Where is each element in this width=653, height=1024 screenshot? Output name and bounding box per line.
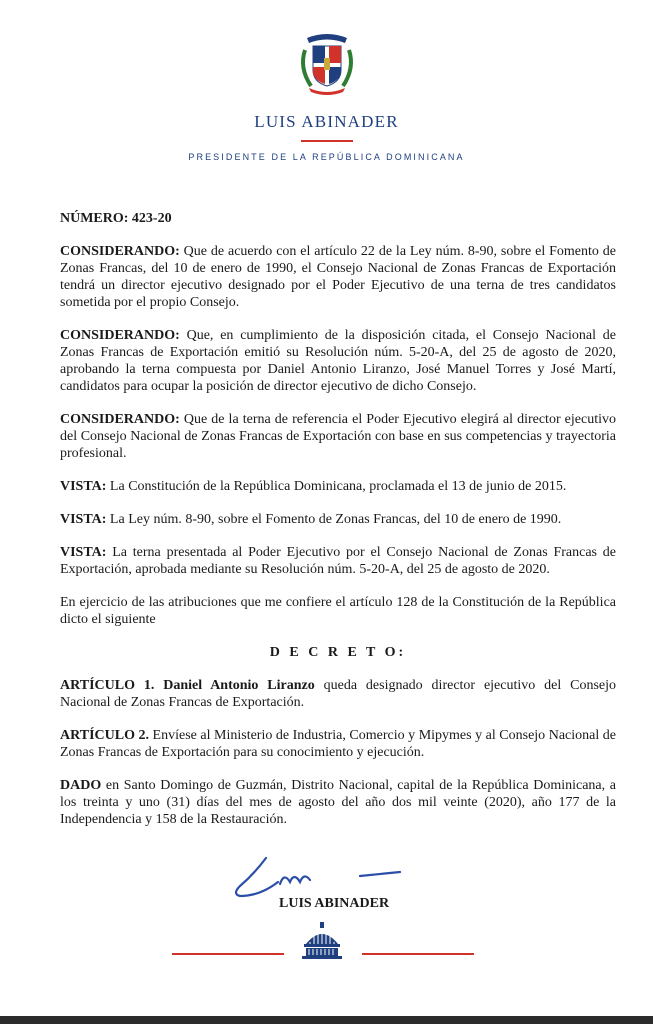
paragraph-text: En ejercicio de las atribuciones que me confiere el artículo 128 de la Constitución de la República dicto el siguiente [60, 595, 616, 627]
paragraph-text: Que de la terna de referencia el Poder Ejecutivo elegirá al director ejecutivo del Consejo Nacional de Zonas Francas de Exportación con base en sus competencias y trayectoria profesional. [60, 412, 616, 461]
paragraph-considerando-2 [60, 327, 616, 395]
article-lead: ARTÍCULO 1. [60, 678, 155, 693]
scan-bottom-edge [0, 1016, 653, 1024]
paragraph-text: La Ley núm. 8-90, sobre el Fomento de Zonas Francas, del 10 de enero de 1990. [106, 512, 562, 527]
signer-name: LUIS ABINADER [279, 896, 390, 911]
article-text: Envíese al Ministerio de Industria, Comercio y Mipymes y al Consejo Nacional de Zonas Francas de Exportación para su conocimiento y ejecución. [60, 728, 616, 760]
paragraph-lead: VISTA: [60, 512, 107, 527]
paragraph-lead: CONSIDERANDO: [60, 412, 180, 427]
paragraph-lead: CONSIDERANDO: [60, 328, 180, 343]
dado-text: en Santo Domingo de Guzmán, Distrito Nacional, capital de la República Dominicana, a los treinta y uno (31) días del mes de agosto del año dos mil veinte (2020), año 177 de la Independencia y 158 de la Restauración. [60, 778, 616, 827]
coat-of-arms-icon [295, 28, 359, 98]
article-text: queda designado director ejecutivo del Consejo Nacional de Zonas Francas de Exportación. [60, 678, 617, 710]
paragraph-vista-2 [60, 511, 616, 528]
article-1 [60, 677, 616, 711]
dado-lead: DADO [60, 778, 102, 793]
paragraph-vista-1 [60, 478, 616, 495]
paragraph-lead: CONSIDERANDO: [60, 244, 180, 259]
paragraph-vista-3 [60, 544, 616, 578]
paragraph-lead: VISTA: [60, 545, 107, 560]
article-2 [60, 727, 616, 761]
president-name: LUIS ABINADER [254, 112, 399, 131]
paragraph-text: Que de acuerdo con el artículo 22 de la Ley núm. 8-90, sobre el Fomento de Zonas Francas, del 10 de enero de 1990, el Consejo Nacional de Zonas Francas de Exportación tendrá un director ejecutivo designado por el Poder Ejecutivo de una terna de tres candidatos sometida por el propio Consejo. [60, 244, 616, 310]
paragraph-considerando-1 [60, 243, 616, 311]
paragraph-text: Que, en cumplimiento de la disposición citada, el Consejo Nacional de Zonas Francas de Exportación emitió su Resolución núm. 5-20-A, del 25 de agosto de 2020, aprobando la terna compuesta por Daniel Antonio Liranzo, José Manuel Torres y José Martí, candidatos para ocupar la posición de director ejecutivo de dicho Consejo. [60, 328, 616, 394]
article-designee: Daniel Antonio Liranzo [154, 678, 315, 693]
paragraph-considerando-3 [60, 411, 616, 462]
president-title: PRESIDENTE DE LA REPÚBLICA DOMINICANA [188, 151, 465, 162]
footer-ornament [0, 922, 653, 962]
footer-divider-left [172, 953, 284, 955]
paragraph-text: La terna presentada al Poder Ejecutivo por el Consejo Nacional de Zonas Francas de Exportación, aprobada mediante su Resolución núm. 5-20-A, del 25 de agosto de 2020. [60, 545, 616, 577]
palace-dome-icon [300, 922, 344, 960]
letterhead [0, 28, 653, 162]
dado-paragraph [60, 777, 616, 828]
decree-number: NÚMERO: 423-20 [60, 211, 172, 226]
decree-heading: D E C R E T O: [269, 645, 407, 660]
article-lead: ARTÍCULO 2. [60, 728, 149, 743]
decree-body [60, 210, 616, 844]
footer-divider-right [362, 953, 474, 955]
header-divider [301, 140, 353, 142]
paragraph-lead: VISTA: [60, 479, 107, 494]
paragraph-ejercicio [60, 594, 616, 628]
handwritten-signature-icon [226, 852, 406, 902]
paragraph-text: La Constitución de la República Dominicana, proclamada el 13 de junio de 2015. [106, 479, 567, 494]
